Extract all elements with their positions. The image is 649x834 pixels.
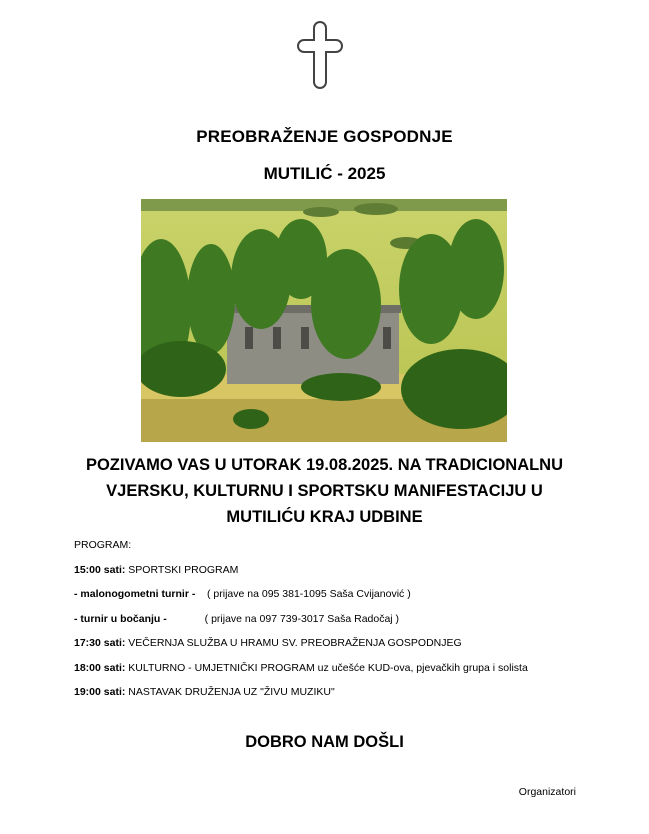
program-item <box>74 608 614 633</box>
program-item-text: SPORTSKI PROGRAM <box>125 563 239 576</box>
church-landscape-photo <box>141 199 507 442</box>
program-item <box>74 681 614 706</box>
program-item-time: 19:00 sati: <box>74 686 126 698</box>
program-item-text: ( prijave na 095 381-1095 Saša Cvijanović ) <box>195 588 411 600</box>
program-item-time: - malonogometni turnir - <box>74 588 196 600</box>
program-item-time: 17:30 sati: <box>74 637 126 649</box>
program-list <box>74 534 614 706</box>
organizers-signature: Organizatori <box>518 786 576 798</box>
program-item-text: VEČERNJA SLUŽBA U HRAMU SV. PREOBRAŽENJA GOSPODNJEG <box>125 637 462 649</box>
invitation-line-3: MUTILIĆU KRAJ UDBINE <box>226 508 423 526</box>
orthodox-cross-icon <box>288 18 352 96</box>
program-item-time: - turnir u bočanju - <box>74 612 167 625</box>
page-title: PREOBRAŽENJE GOSPODNJE <box>196 127 453 146</box>
welcome-text: DOBRO NAM DOŠLI <box>245 733 404 751</box>
program-item-text: KULTURNO - UMJETNIČKI PROGRAM uz učešće KUD-ova, pjevačkih grupa i solista <box>125 661 528 674</box>
program-item <box>74 632 614 657</box>
program-item <box>74 559 614 584</box>
program-item-time: 18:00 sati: <box>74 661 126 674</box>
program-item-time: 15:00 sati: <box>74 563 126 576</box>
program-item-text: NASTAVAK DRUŽENJA UZ "ŽIVU MUZIKU" <box>125 686 335 698</box>
program-item <box>74 657 614 682</box>
invitation-line-1: POZIVAMO VAS U UTORAK 19.08.2025. NA TRADICIONALNU <box>85 456 564 474</box>
program-item <box>74 583 614 608</box>
invitation-line-2: VJERSKU, KULTURNU I SPORTSKU MANIFESTACIJU U <box>106 482 543 500</box>
program-label: PROGRAM: <box>74 539 132 551</box>
page-subtitle: MUTILIĆ - 2025 <box>263 164 386 183</box>
program-item-text: ( prijave na 097 739-3017 Saša Radočaj ) <box>166 612 400 625</box>
invitation-text <box>50 452 599 530</box>
